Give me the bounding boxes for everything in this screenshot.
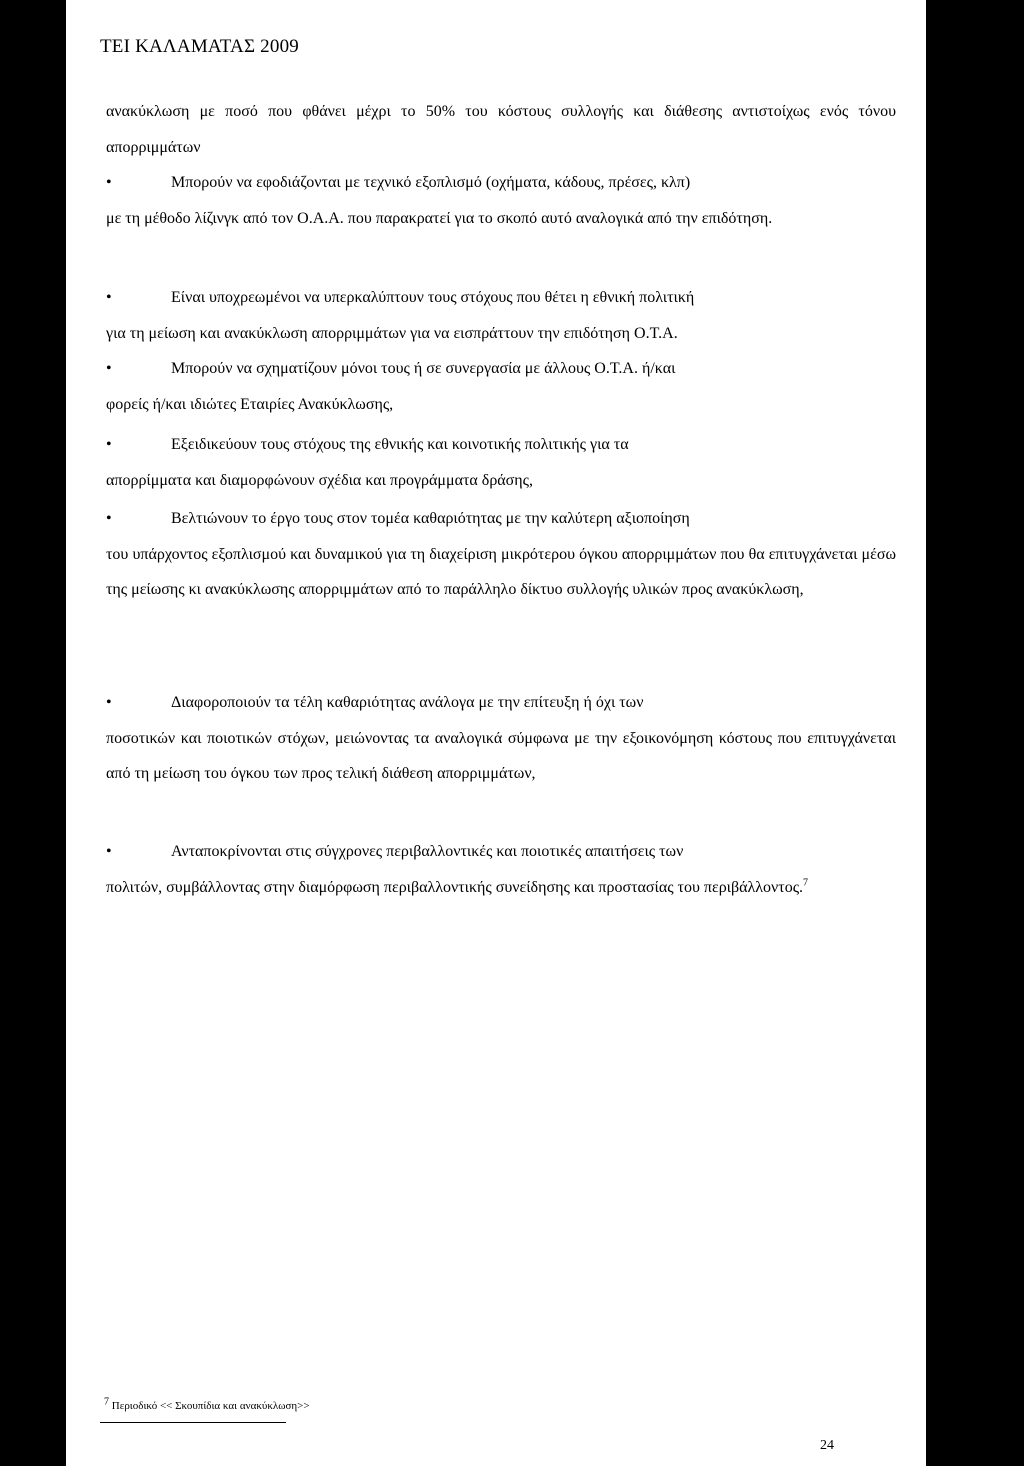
bullet-icon: • <box>106 510 112 527</box>
list-item-continuation: φορείς ή/και ιδιώτες Εταιρίες Ανακύκλωσης, <box>106 395 394 413</box>
footnote-text: Περιοδικό << Σκουπίδια και ανακύκλωση>> <box>111 1400 310 1412</box>
page-number: 24 <box>820 1438 834 1453</box>
list-item-continuation: ποσοτικών και ποιοτικών στόχων, μειώνοντας τα αναλογικά σύμφωνα με την εξοικονόμηση κόστους που επιτυγχάνεται από τη μείωση του όγκου των προς τελική διάθεση απορριμμάτων, <box>106 729 896 782</box>
footnote <box>104 1396 310 1412</box>
document-page <box>66 0 926 1466</box>
list-item <box>106 834 896 905</box>
list-item <box>106 501 896 608</box>
list-item <box>106 351 896 422</box>
list-item-continuation <box>106 870 896 906</box>
list-item <box>106 427 896 498</box>
intro-paragraph: ανακύκλωση με ποσό που φθάνει μέχρι το 50% του κόστους συλλογής και διάθεσης αντιστοίχως ενός τόνου απορριμμάτων <box>106 103 896 156</box>
list-item-continuation: με τη μέθοδο λίζινγκ από τον Ο.Α.Α. που παρακρατεί για το σκοπό αυτό αναλογικά από την επιδότηση. <box>106 209 773 227</box>
bullet-icon: • <box>106 174 112 191</box>
list-item <box>106 280 896 351</box>
list-item-continuation: απορρίμματα και διαμορφώνουν σχέδια και προγράμματα δράσης, <box>106 471 534 489</box>
bullet-icon: • <box>106 436 112 453</box>
footnote-divider <box>100 1422 286 1423</box>
bullet-icon: • <box>106 360 112 377</box>
list-item-continuation: για τη μείωση και ανακύκλωση απορριμμάτων για να εισπράττουν την επιδότηση Ο.Τ.Α. <box>106 324 678 342</box>
list-item-first-line: Μπορούν να σχηματίζουν μόνοι τους ή σε συνεργασία με άλλους Ο.Τ.Α. ή/και <box>171 360 676 377</box>
list-item-first-line: Βελτιώνουν το έργο τους στον τομέα καθαριότητας με την καλύτερη αξιοποίηση <box>171 510 690 527</box>
list-item-continuation-text: πολιτών, συμβάλλοντας στην διαμόρφωση περιβαλλοντικής συνείδησης και προστασίας του περιβάλλοντος. <box>106 878 804 896</box>
list-item-first-line: Διαφοροποιούν τα τέλη καθαριότητας ανάλογα με την επίτευξη ή όχι των <box>171 694 644 711</box>
list-item-first-line: Είναι υποχρεωμένοι να υπερκαλύπτουν τους στόχους που θέτει η εθνική πολιτική <box>171 289 695 306</box>
bullet-icon: • <box>106 694 112 711</box>
list-item-first-line: Εξειδικεύουν τους στόχους της εθνικής και κοινοτικής πολιτικής για τα <box>171 436 629 453</box>
bullet-icon: • <box>106 289 112 306</box>
bullet-icon: • <box>106 843 112 860</box>
list-item <box>106 685 896 792</box>
footnote-number: 7 <box>104 1396 109 1408</box>
list-item <box>106 165 896 236</box>
page-header: ΤΕΙ ΚΑΛΑΜΑΤΑΣ 2009 <box>100 36 299 57</box>
list-item-first-line: Μπορούν να εφοδιάζονται με τεχνικό εξοπλισμό (οχήματα, κάδους, πρέσες, κλπ) <box>171 174 691 191</box>
footnote-reference: 7 <box>803 877 809 889</box>
list-item-continuation: του υπάρχοντος εξοπλισμού και δυναμικού για τη διαχείριση μικρότερου όγκου απορριμμάτων που θα επιτυγχάνεται μέσω της μείωσης κι ανακύκλωσης απορριμμάτων από το παράλληλο δίκτυο συλλογής υλικών προς ανακύκλωση, <box>106 545 896 598</box>
list-item-first-line: Ανταποκρίνονται στις σύγχρονες περιβαλλοντικές και ποιοτικές απαιτήσεις των <box>171 843 684 860</box>
